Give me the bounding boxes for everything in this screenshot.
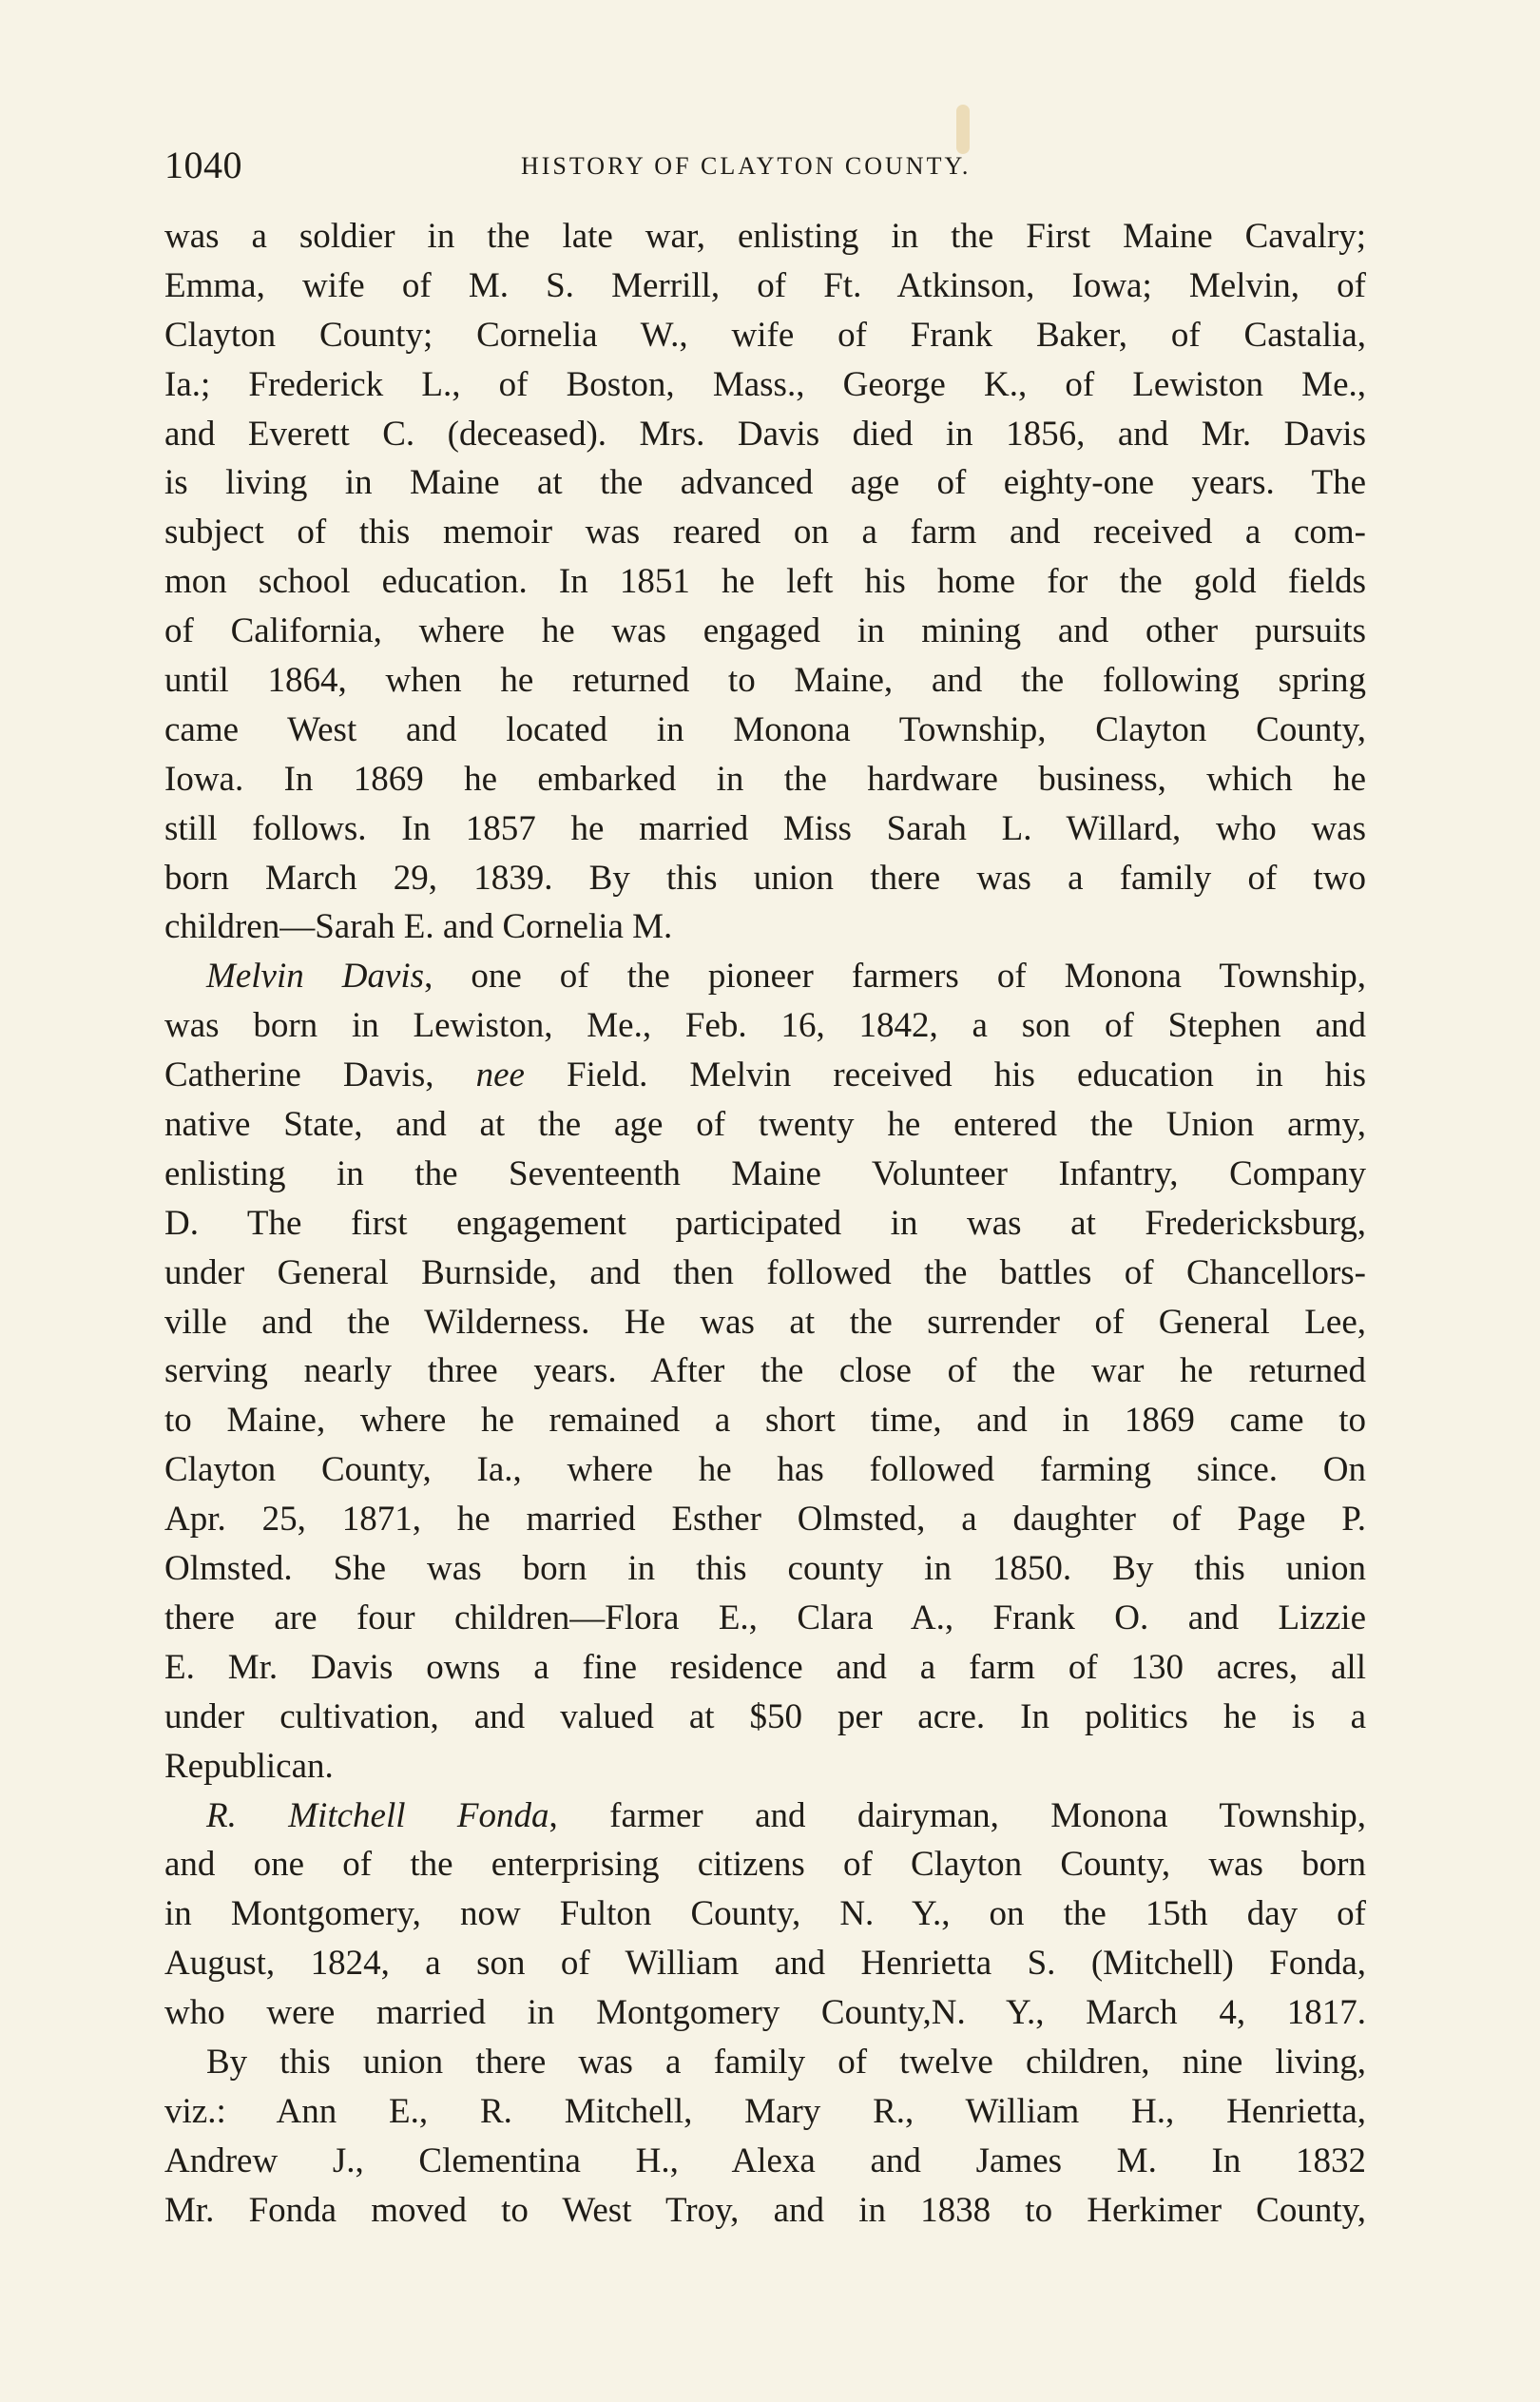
text-line (164, 508, 1366, 557)
text-line (164, 2186, 1366, 2236)
text-line (164, 1742, 1366, 1792)
text-line (164, 1939, 1366, 1988)
text-segment: native State, and at the age of twenty he entered the Union army, (164, 1105, 1366, 1145)
body-text (164, 212, 1366, 2236)
text-segment: until 1864, when he returned to Maine, and the following spring (164, 661, 1366, 701)
text-line (164, 311, 1366, 360)
page-header (164, 143, 1366, 190)
text-line (164, 1643, 1366, 1693)
text-line (164, 706, 1366, 755)
text-line (164, 1150, 1366, 1199)
text-line (164, 1199, 1366, 1249)
text-segment: came West and located in Monona Township, Clayton County, (164, 709, 1366, 749)
text-segment: Olmsted. She was born in this county in 1850. By this union (164, 1549, 1366, 1589)
text-segment: , one of the pioneer farmers of Monona Township, (424, 957, 1366, 997)
text-segment: enlisting in the Seventeenth Maine Volunteer Infantry, Company (164, 1153, 1366, 1193)
text-segment: there are four children—Flora E., Clara A., Frank O. and Lizzie (164, 1598, 1366, 1637)
text-segment: Clayton County, Ia., where he has followed farming since. On (164, 1450, 1366, 1490)
text-segment: to Maine, where he remained a short time, and in 1869 came to (164, 1401, 1366, 1441)
text-segment: subject of this memoir was reared on a farm and received a com- (164, 513, 1366, 552)
text-line (164, 262, 1366, 311)
text-segment: and Everett C. (deceased). Mrs. Davis died in 1856, and Mr. Davis (164, 414, 1366, 454)
text-segment: August, 1824, a son of William and Henrietta S. (Mitchell) Fonda, (164, 1944, 1366, 1984)
text-line (164, 656, 1366, 706)
page-number: 1040 (164, 144, 242, 186)
italic-text-segment: Melvin Davis (206, 957, 425, 997)
text-segment: ville and the Wilderness. He was at the surrender of General Lee, (164, 1302, 1366, 1342)
text-line (164, 1988, 1366, 2038)
text-segment: Catherine Davis, (164, 1056, 476, 1095)
text-segment: , farmer and dairyman, Monona Township, (549, 1795, 1366, 1835)
text-segment: Emma, wife of M. S. Merrill, of Ft. Atkinson, Iowa; Melvin, of (164, 265, 1366, 305)
text-segment: in Montgomery, now Fulton County, N. Y., on the 15th day of (164, 1894, 1366, 1934)
text-line (164, 410, 1366, 459)
text-segment: children—Sarah E. and Cornelia M. (164, 907, 673, 947)
text-line (164, 1346, 1366, 1396)
text-line (164, 1840, 1366, 1889)
text-segment: Mr. Fonda moved to West Troy, and in 1838 to Herkimer County, (164, 2190, 1366, 2230)
text-segment: still follows. In 1857 he married Miss Sarah L. Willard, who was (164, 808, 1366, 848)
text-segment: serving nearly three years. After the close of the war he returned (164, 1351, 1366, 1391)
text-line (164, 1889, 1366, 1939)
text-line (164, 1445, 1366, 1495)
text-line (164, 557, 1366, 607)
text-line (164, 1792, 1366, 1841)
text-segment: viz.: Ann E., R. Mitchell, Mary R., William H., Henrietta, (164, 2091, 1366, 2131)
text-line (164, 755, 1366, 804)
text-line (164, 1100, 1366, 1150)
running-head: HISTORY OF CLAYTON COUNTY. (521, 152, 972, 180)
text-line (164, 458, 1366, 508)
text-line (164, 1544, 1366, 1594)
text-segment: mon school education. In 1851 he left his home for the gold fields (164, 562, 1366, 602)
text-line (164, 2137, 1366, 2186)
text-segment: Republican. (164, 1746, 334, 1786)
text-line (164, 952, 1366, 1001)
text-line (164, 1396, 1366, 1445)
text-segment: Apr. 25, 1871, he married Esther Olmsted, a daughter of Page P. (164, 1500, 1366, 1540)
text-segment: is living in Maine at the advanced age of eighty-one years. The (164, 463, 1366, 503)
text-line (164, 2038, 1366, 2087)
text-line (164, 804, 1366, 854)
italic-text-segment: nee (475, 1056, 525, 1095)
text-line (164, 902, 1366, 952)
text-segment: was born in Lewiston, Me., Feb. 16, 1842, a son of Stephen and (164, 1006, 1366, 1046)
text-segment: born March 29, 1839. By this union there was a family of two (164, 858, 1366, 898)
text-line (164, 2087, 1366, 2137)
text-line (164, 607, 1366, 656)
text-segment: of California, where he was engaged in mining and other pursuits (164, 611, 1366, 651)
text-line (164, 1594, 1366, 1643)
text-segment: who were married in Montgomery County,N. Y., March 4, 1817. (164, 1993, 1366, 2033)
text-line (164, 1051, 1366, 1100)
text-line (164, 1495, 1366, 1544)
text-segment: under cultivation, and valued at $50 per acre. In politics he is a (164, 1696, 1366, 1736)
text-segment: E. Mr. Davis owns a fine residence and a farm of 130 acres, all (164, 1647, 1366, 1687)
text-line (164, 1249, 1366, 1298)
text-segment: Clayton County; Cornelia W., wife of Frank Baker, of Castalia, (164, 315, 1366, 355)
text-segment: By this union there was a family of twelve children, nine living, (206, 2042, 1366, 2082)
text-segment: Iowa. In 1869 he embarked in the hardware business, which he (164, 759, 1366, 799)
text-line (164, 212, 1366, 262)
text-segment: was a soldier in the late war, enlisting in the First Maine Cavalry; (164, 217, 1366, 256)
text-line (164, 854, 1366, 903)
text-segment: Ia.; Frederick L., of Boston, Mass., George K., of Lewiston Me., (164, 364, 1366, 404)
text-segment: D. The first engagement participated in was at Fredericksburg, (164, 1203, 1366, 1243)
text-segment: and one of the enterprising citizens of Clayton County, was born (164, 1845, 1366, 1885)
text-segment: under General Burnside, and then followed the battles of Chancellors- (164, 1252, 1366, 1292)
text-line (164, 1001, 1366, 1051)
text-line (164, 1298, 1366, 1347)
text-line (164, 1693, 1366, 1742)
text-line (164, 360, 1366, 410)
italic-text-segment: R. Mitchell Fonda (206, 1795, 549, 1835)
text-segment: Andrew J., Clementina H., Alexa and James M. In 1832 (164, 2140, 1366, 2180)
text-segment: Field. Melvin received his education in his (524, 1056, 1366, 1095)
